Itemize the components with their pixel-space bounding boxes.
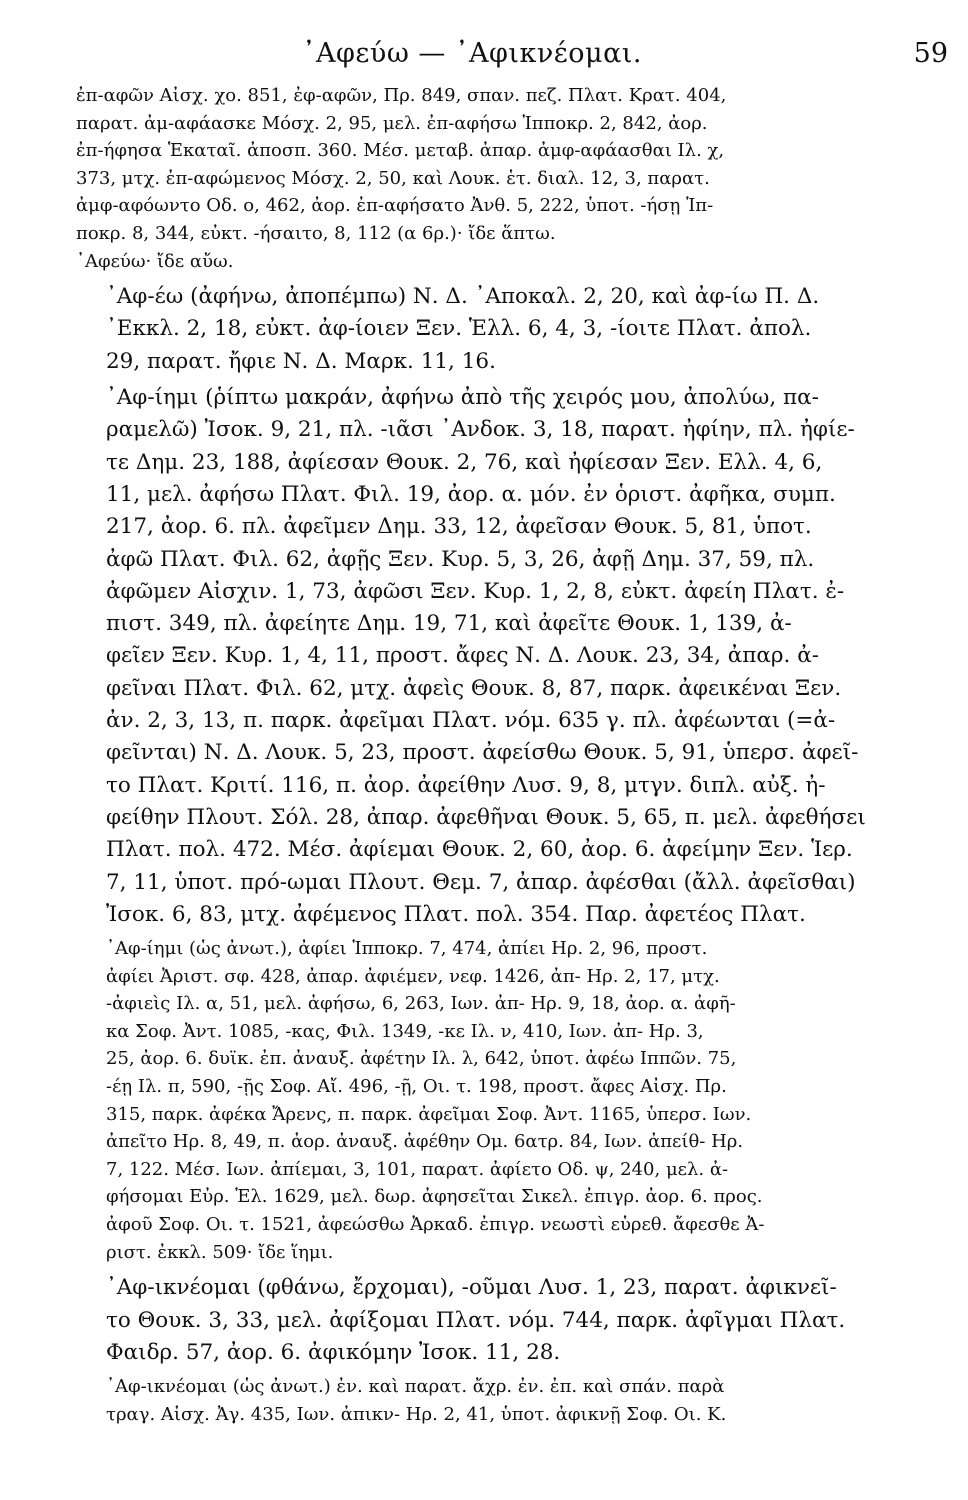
entry-line: φείθην Πλουτ. Σόλ. 28, ἀπαρ. ἀφεθῆναι Θουκ. 5, 65, π. μελ. ἀφεθήσει [106,804,866,830]
dictionary-entry [76,1373,868,1428]
entry-line: ριστ. ἐκκλ. 509· ἴδε ἵημι. [106,1241,334,1263]
entry-line: 29, παρατ. ἤφιε Ν. Δ. Μαρκ. 11, 16. [106,348,496,374]
entry-line: 7, 122. Μέσ. Ιων. ἀπίεμαι, 3, 101, παρατ. ἀφίετο Οδ. ψ, 240, μελ. ἀ- [106,1158,729,1180]
page-header [76,32,948,82]
running-title: ᾿Αφεύω — ᾿Αφικνέομαι. [302,38,642,69]
entry-line: το Πλατ. Κριτί. 116, π. ἀορ. ἀφείθην Λυσ. 9, 8, μτγν. διπλ. αὐξ. ἠ- [106,772,826,798]
entry-line: ποκρ. 8, 344, εὐκτ. -ήσαιτο, 8, 112 (α 6ρ.)· ἴδε ἅπτω. [76,222,556,244]
dictionary-entry [76,382,868,931]
entry-line: φεῖναι Πλατ. Φιλ. 62, μτχ. ἀφεὶς Θουκ. 8, 87, παρκ. ἀφεικέναι Ξεν. [106,675,842,701]
entry-line: ᾿Αφ-ίημι (ῥίπτω μακράν, ἀφήνω ἀπὸ τῆς χειρός μου, ἀπολύω, πα- [106,385,819,411]
entry-line: ἐπ-αφῶν Αἰσχ. χο. 851, ἐφ-αφῶν, Πρ. 849, σπαν. πεζ. Πλατ. Κρατ. 404, [76,85,727,106]
entry-line: πιστ. 349, πλ. ἀφείητε Δημ. 19, 71, καὶ ἀφεῖτε Θουκ. 1, 139, ἀ- [106,611,792,637]
entry-line: ᾿Αφ-ικνέομαι (φθάνω, ἔρχομαι), -οῦμαι Λυσ. 1, 23, παρατ. ἀφικνεῖ- [106,1275,837,1301]
entry-line: ἀμφ-αφόωντο Οδ. ο, 462, ἀορ. ἐπ-αφήσατο Ἀνθ. 5, 222, ὑποτ. -ήσῃ Ἱπ- [76,195,714,217]
entry-line: παρατ. ἀμ-αφάασκε Μόσχ. 2, 95, μελ. ἐπ-αφήσω Ἱπποκρ. 2, 842, ἀορ. [76,112,708,134]
entry-line: -έῃ Ιλ. π, 590, -ῇς Σοφ. Αἴ. 496, -ῇ, Οι. τ. 198, προστ. ἄφες Αἰσχ. Πρ. [106,1076,727,1098]
entry-line: το Θουκ. 3, 33, μελ. ἀφίξομαι Πλατ. νόμ. 744, παρκ. ἀφῖγμαι Πλατ. [106,1307,846,1333]
entry-line: ᾿Αφ-ίημι (ὡς ἀνωτ.), ἀφίει Ἱπποκρ. 7, 474, ἀπίει Ηρ. 2, 96, προστ. [106,938,708,960]
entry-line: ἀφοῦ Σοφ. Οι. τ. 1521, ἀφεώσθω Ἀρκαδ. ἐπιγρ. νεωστὶ εὑρεθ. ἄφεσθε Ἀ- [106,1214,765,1236]
entry-line: ᾿Αφ-ικνέομαι (ὡς ἀνωτ.) ἐν. καὶ παρατ. ἄχρ. ἐν. ἐπ. καὶ σπάν. παρὰ [106,1376,725,1398]
entry-line: 217, ἀορ. 6. πλ. ἀφεῖμεν Δημ. 33, 12, ἀφεῖσαν Θουκ. 5, 81, ὑποτ. [106,514,812,540]
entry-line: Πλατ. πολ. 472. Μέσ. ἀφίεμαι Θουκ. 2, 60, ἀορ. 6. ἀφείμην Ξεν. Ἱερ. [106,837,853,863]
entry-line: κα Σοφ. Ἀντ. 1085, -κας, Φιλ. 1349, -κε Ιλ. ν, 410, Ιων. ἀπ- Ηρ. 3, [106,1020,704,1042]
entry-line: 25, ἀορ. 6. δυϊκ. ἐπ. ἀναυξ. ἀφέτην Ιλ. λ, 642, ὑποτ. ἀφέω Ιππῶν. 75, [106,1048,737,1070]
entry-line: τε Δημ. 23, 188, ἀφίεσαν Θουκ. 2, 76, καὶ ἠφίεσαν Ξεν. Ελλ. 4, 6, [106,449,823,475]
entry-line: ἐπ-ήφησα Ἑκαταῖ. ἀποσπ. 360. Μέσ. μεταβ. ἀπαρ. ἀμφ-αφάασθαι Ιλ. χ, [76,140,725,162]
entry-line: Ἰσοκ. 6, 83, μτχ. ἀφέμενος Πλατ. πολ. 354. Παρ. ἀφετέος Πλατ. [106,901,806,927]
entry-line: ἀφῶ Πλατ. Φιλ. 62, ἀφῇς Ξεν. Κυρ. 5, 3, 26, ἀφῇ Δημ. 37, 59, πλ. [106,546,815,572]
entry-line: φεῖεν Ξεν. Κυρ. 1, 4, 11, προστ. ἄφες Ν. Δ. Λουκ. 23, 34, ἀπαρ. ἀ- [106,643,820,669]
entry-line: ᾿Αφεύω· ἴδε αὔω. [76,250,234,272]
entry-line: ἀπεῖτο Ηρ. 8, 49, π. ἀορ. ἀναυξ. ἀφέθην Ομ. 6ατρ. 84, Ιων. ἀπείθ- Ηρ. [106,1131,744,1153]
entry-line: ᾿Εκκλ. 2, 18, εὐκτ. ἀφ-ίοιεν Ξεν. Ἑλλ. 6, 4, 3, -ίοιτε Πλατ. ἀπολ. [106,316,812,342]
entry-line: ραμελῶ) Ἰσοκ. 9, 21, πλ. -ιᾶσι ᾿Ανδοκ. 3, 18, παρατ. ἠφίην, πλ. ἠφίε- [106,417,855,443]
entry-line: -ἀφιεὶς Ιλ. α, 51, μελ. ἀφήσω, 6, 263, Ιων. ἀπ- Ηρ. 9, 18, ἀορ. α. ἀφῆ- [106,993,736,1015]
dictionary-entry [76,281,868,378]
dictionary-entry [76,935,868,1266]
entry-line: 315, παρκ. ἀφέκα Ἄρενς, π. παρκ. ἀφεῖμαι Σοφ. Ἀντ. 1165, ὑπερσ. Ιων. [106,1103,752,1125]
dictionary-entry [76,82,868,275]
entry-line: 7, 11, ὑποτ. πρό-ωμαι Πλουτ. Θεμ. 7, ἀπαρ. ἀφέσθαι (ἄλλ. ἀφεῖσθαι) [106,869,856,895]
entry-line: φεῖνται) Ν. Δ. Λουκ. 5, 23, προστ. ἀφείσθω Θουκ. 5, 91, ὑπερσ. ἀφεῖ- [106,740,859,766]
entry-line: τραγ. Αἰσχ. Ἀγ. 435, Ιων. ἀπικν- Ηρ. 2, 41, ὑποτ. ἀφικνῇ Σοφ. Οι. Κ. [106,1403,727,1425]
entry-line: ἀφίει Ἀριστ. σφ. 428, ἀπαρ. ἀφιέμεν, νεφ. 1426, ἀπ- Ηρ. 2, 17, μτχ. [106,965,720,987]
dictionary-body [76,82,868,1428]
entry-line: ἀφῶμεν Αἰσχιν. 1, 73, ἀφῶσι Ξεν. Κυρ. 1, 2, 8, εὐκτ. ἀφείη Πλατ. ἐ- [106,578,845,604]
entry-line: ᾿Αφ-έω (ἀφήνω, ἀποπέμπω) Ν. Δ. ᾿Αποκαλ. 2, 20, καὶ ἀφ-ίω Π. Δ. [106,284,820,310]
entry-line: φήσομαι Εὐρ. Ἑλ. 1629, μελ. δωρ. ἀφησεῖται Σικελ. ἐπιγρ. ἀορ. 6. προς. [106,1186,763,1208]
entry-line: ἀν. 2, 3, 13, π. παρκ. ἀφεῖμαι Πλατ. νόμ. 635 γ. πλ. ἀφέωνται (=ἀ- [106,708,836,734]
entry-line: Φαιδρ. 57, ἀορ. 6. ἀφικόμην Ἰσοκ. 11, 28. [106,1339,561,1365]
entry-line: 11, μελ. ἀφήσω Πλατ. Φιλ. 19, ἀορ. α. μόν. ἐν ὁριστ. ἀφῆκα, συμπ. [106,481,836,507]
page-number: 59 [913,38,948,69]
dictionary-entry [76,1272,868,1369]
entry-line: 373, μτχ. ἐπ-αφώμενος Μόσχ. 2, 50, καὶ Λουκ. ἑτ. διαλ. 12, 3, παρατ. [76,167,710,189]
